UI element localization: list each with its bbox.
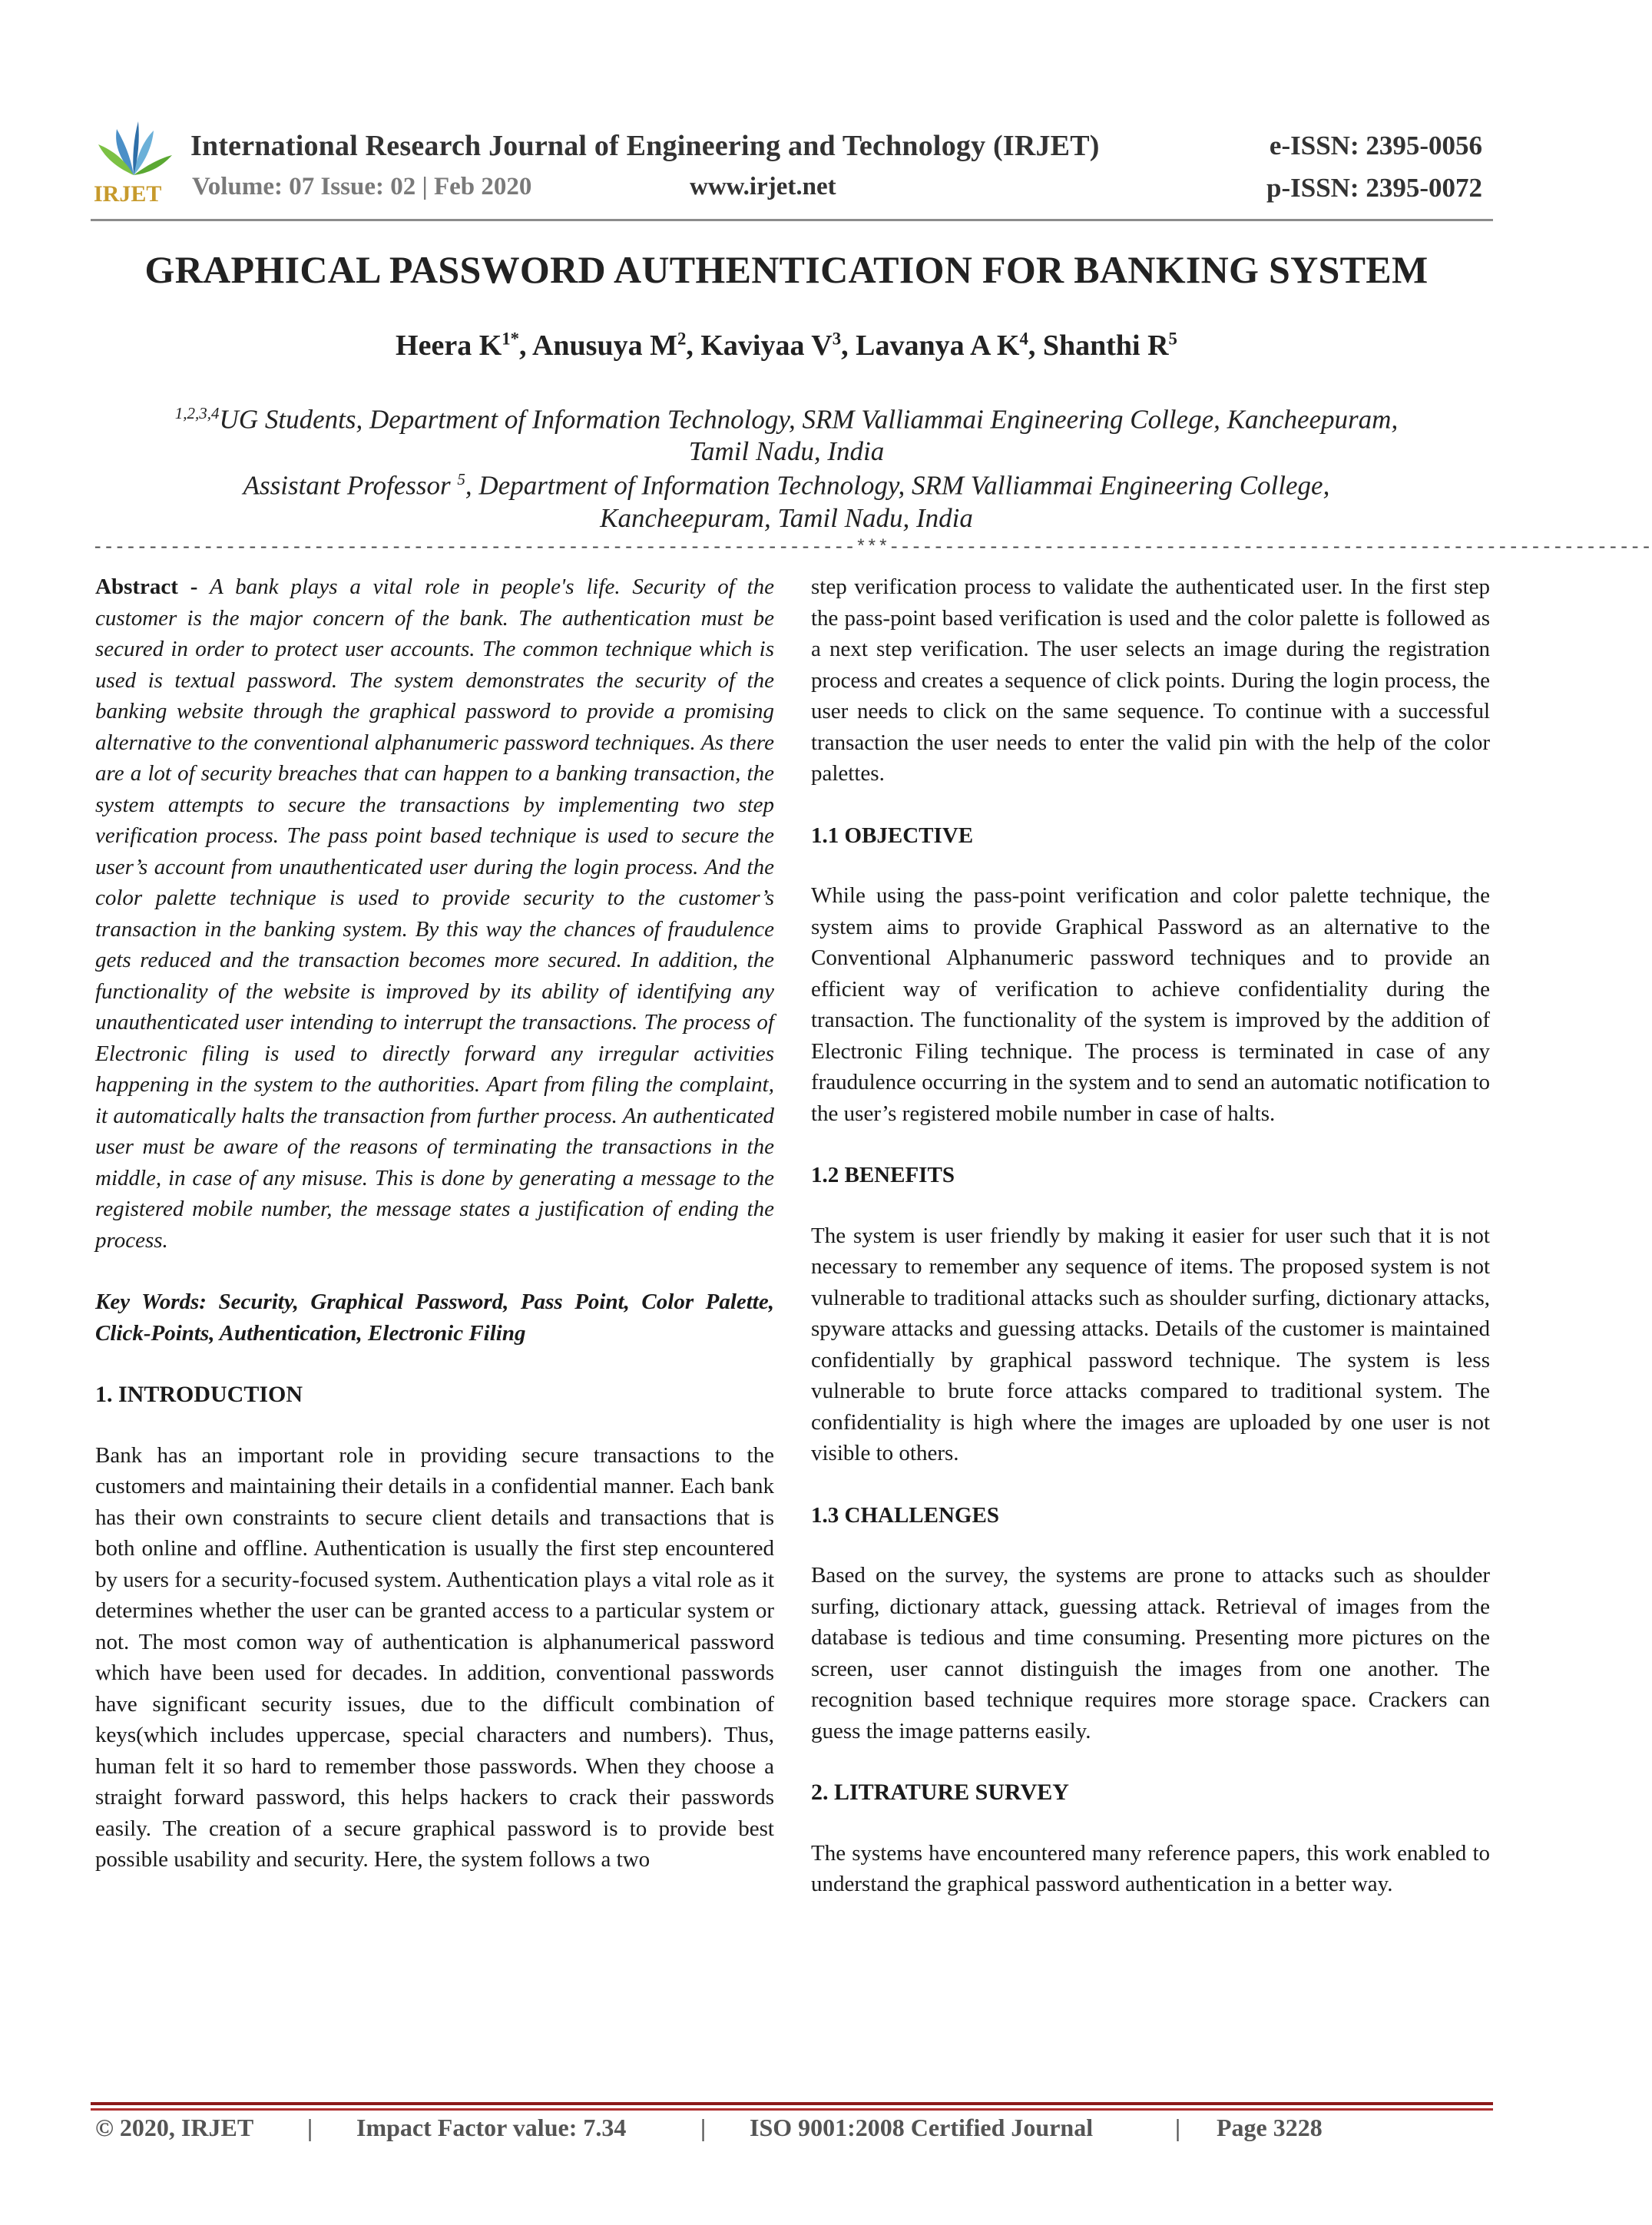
footer-copyright: © 2020, IRJET bbox=[95, 2114, 254, 2141]
intro-paragraph-continued: step verification process to validate the authenticated user. In the first step the pass-point based verification is used and the color palette is followed as a next step verification. The user selects an image during the registration process and creates a sequence of click points. During the login process, the user needs to click on the same sequence. To continue with a successful transaction the user needs to enter the valid pin with the help of the color palettes. bbox=[811, 574, 1490, 786]
left-column bbox=[95, 571, 774, 1876]
paper-title: GRAPHICAL PASSWORD AUTHENTICATION FOR BANKING SYSTEM bbox=[144, 248, 1429, 291]
affiliation-line-3: Assistant Professor $^5$, Department of Information Technology, SRM Valliammai Engineering College, bbox=[243, 470, 1330, 501]
author-list: Heera $K^{1*}$, Anusuya $M^2$, Kaviyaa $V^3$, Lavanya A $K^4$, Shanthi $R^5$ bbox=[396, 329, 1177, 362]
footer-divider-top bbox=[91, 2102, 1493, 2105]
p-issn: p-ISSN: 2395-0072 bbox=[1266, 173, 1482, 203]
objective-paragraph: While using the pass-point verification and color palette technique, the system aims to provide Graphical Password as an alternative to the Conventional Alphanumeric password techniques and to provide an efficient way of verification to achieve confidentiality during the transaction. The functionality of the system is improved by the addition of Electronic Filing technique. The process is terminated in case of any fraudulence occurring in the system and to send an automatic notification to the user’s registered mobile number in case of halts. bbox=[811, 883, 1490, 1126]
challenges-paragraph: Based on the survey, the systems are prone to attacks such as shoulder surfing, dictionary attack, guessing attack. Retrieval of images from the database is tedious and time consuming. Presenting more pictures on the screen, user cannot distinguish the images from one another. The recognition based technique requires more storage space. Crackers can guess the image patterns easily. bbox=[811, 1563, 1490, 1743]
benefits-heading: 1.2 BENEFITS bbox=[811, 1163, 955, 1187]
page-number: Page 3228 bbox=[1217, 2114, 1323, 2141]
challenges-heading: 1.3 CHALLENGES bbox=[811, 1502, 999, 1528]
footer-impact-factor: Impact Factor value: 7.34 bbox=[356, 2114, 627, 2141]
right-column bbox=[811, 571, 1490, 1900]
irjet-logo bbox=[91, 115, 177, 206]
keywords-text: : Security, Graphical Password, Pass Point, Color Palette, Click-Points, Authentication, Electronic Filing bbox=[95, 1290, 774, 1346]
volume-issue: Volume: 07 Issue: 02 | Feb 2020 bbox=[192, 173, 532, 200]
affiliation-line-2: Tamil Nadu, India bbox=[688, 436, 885, 466]
intro-heading: 1. INTRODUCTION bbox=[95, 1382, 303, 1407]
journal-name: International Research Journal of Engineering and Technology (IRJET) bbox=[190, 130, 1100, 162]
e-issn: e-ISSN: 2395-0056 bbox=[1269, 131, 1482, 161]
header-divider bbox=[91, 219, 1493, 221]
abstract-text: A bank plays a vital role in people's life. Security of the customer is the major concern of the bank. The authentication must be secured in order to protect user accounts. The common technique which is used is textual password. The system demonstrates the security of the banking website through the graphical password to provide a promising alternative to the conventional alphanumeric password techniques. As there are a lot of security breaches that can happen to a banking transaction, the system attempts to secure the transactions by implementing two step verification process. The pass point based technique is used to secure the user’s account from unauthenticated user during the login process. And the color palette technique is used to provide security to the customer’s transaction in the banking system. By this way the chances of fraudulence gets reduced and the transaction becomes more secured. In addition, the functionality of the website is improved by its ability of identifying any unauthenticated user intending to interrupt the transactions. The process of Electronic filing is used to directly forward any irregular activities happening in the system to the authorities. Apart from filing the complaint, it automatically halts the transaction from further process. An authenticated user must be aware of the reasons of terminating the transactions in the middle, in case of any misuse. This is done by generating a message to the registered mobile number, the message states a justification of ending the process. bbox=[95, 574, 774, 1253]
footer-separator: | bbox=[700, 2114, 707, 2141]
affiliation-line-1: $^{1,2,3,4}$UG Students, Department of Information Technology, SRM Valliammai Engineering College, Kancheepuram, bbox=[174, 404, 1399, 435]
footer-iso: ISO 9001:2008 Certified Journal bbox=[750, 2114, 1094, 2141]
keywords-label: Key Words bbox=[95, 1290, 200, 1314]
website-link[interactable]: www.irjet.net bbox=[690, 173, 836, 200]
keywords bbox=[95, 1286, 774, 1349]
logo-text: IRJET bbox=[94, 181, 162, 207]
footer-divider-bottom bbox=[91, 2108, 1493, 2111]
affiliation-line-4: Kancheepuram, Tamil Nadu, India bbox=[600, 503, 973, 533]
survey-heading: 2. LITRATURE SURVEY bbox=[811, 1780, 1069, 1805]
abstract-label: Abstract - bbox=[95, 574, 210, 599]
footer-separator: | bbox=[1175, 2114, 1181, 2141]
survey-paragraph: The systems have encountered many reference papers, this work enabled to understand the graphical password authentication in a better way. bbox=[811, 1840, 1490, 1896]
abstract bbox=[95, 571, 774, 1256]
objective-heading: 1.1 OBJECTIVE bbox=[811, 823, 974, 848]
benefits-paragraph: The system is user friendly by making it easier for user such that it is not necessary to remember any sequence of items. The proposed system is not vulnerable to traditional attacks such as shoulder surfing, dictionary attacks, spyware attacks and guessing attacks. Details of the customer is maintained confidentially by graphical password technique. The system is less vulnerable to brute force attacks compared to traditional system. The confidentiality is high where the images are uploaded by one user is not visible to others. bbox=[811, 1223, 1490, 1465]
section-separator: ---------------------------------------------------------------------***--------------------------------------------------------------------- bbox=[92, 538, 1652, 558]
footer-separator: | bbox=[307, 2114, 313, 2141]
intro-paragraph: Bank has an important role in providing secure transactions to the customers and maintaining their details in a confidential manner. Each bank has their own constraints to secure client details and transactions that is both online and offline. Authentication is usually the first step encountered by users for a security-focused system. Authentication plays a vital role as it determines whether the user can be granted access to a particular system or not. The most comon way of authentication is alphanumerical password which have been used for decades. In addition, conventional passwords have significant security issues, due to the difficult combination of keys(which includes uppercase, special characters and numbers). Thus, human felt it so hard to remember those passwords. When they choose a straight forward password, this helps hackers to crack their passwords easily. The creation of a secure graphical password is to provide best possible usability and security. Here, the system follows a two bbox=[95, 1442, 774, 1872]
